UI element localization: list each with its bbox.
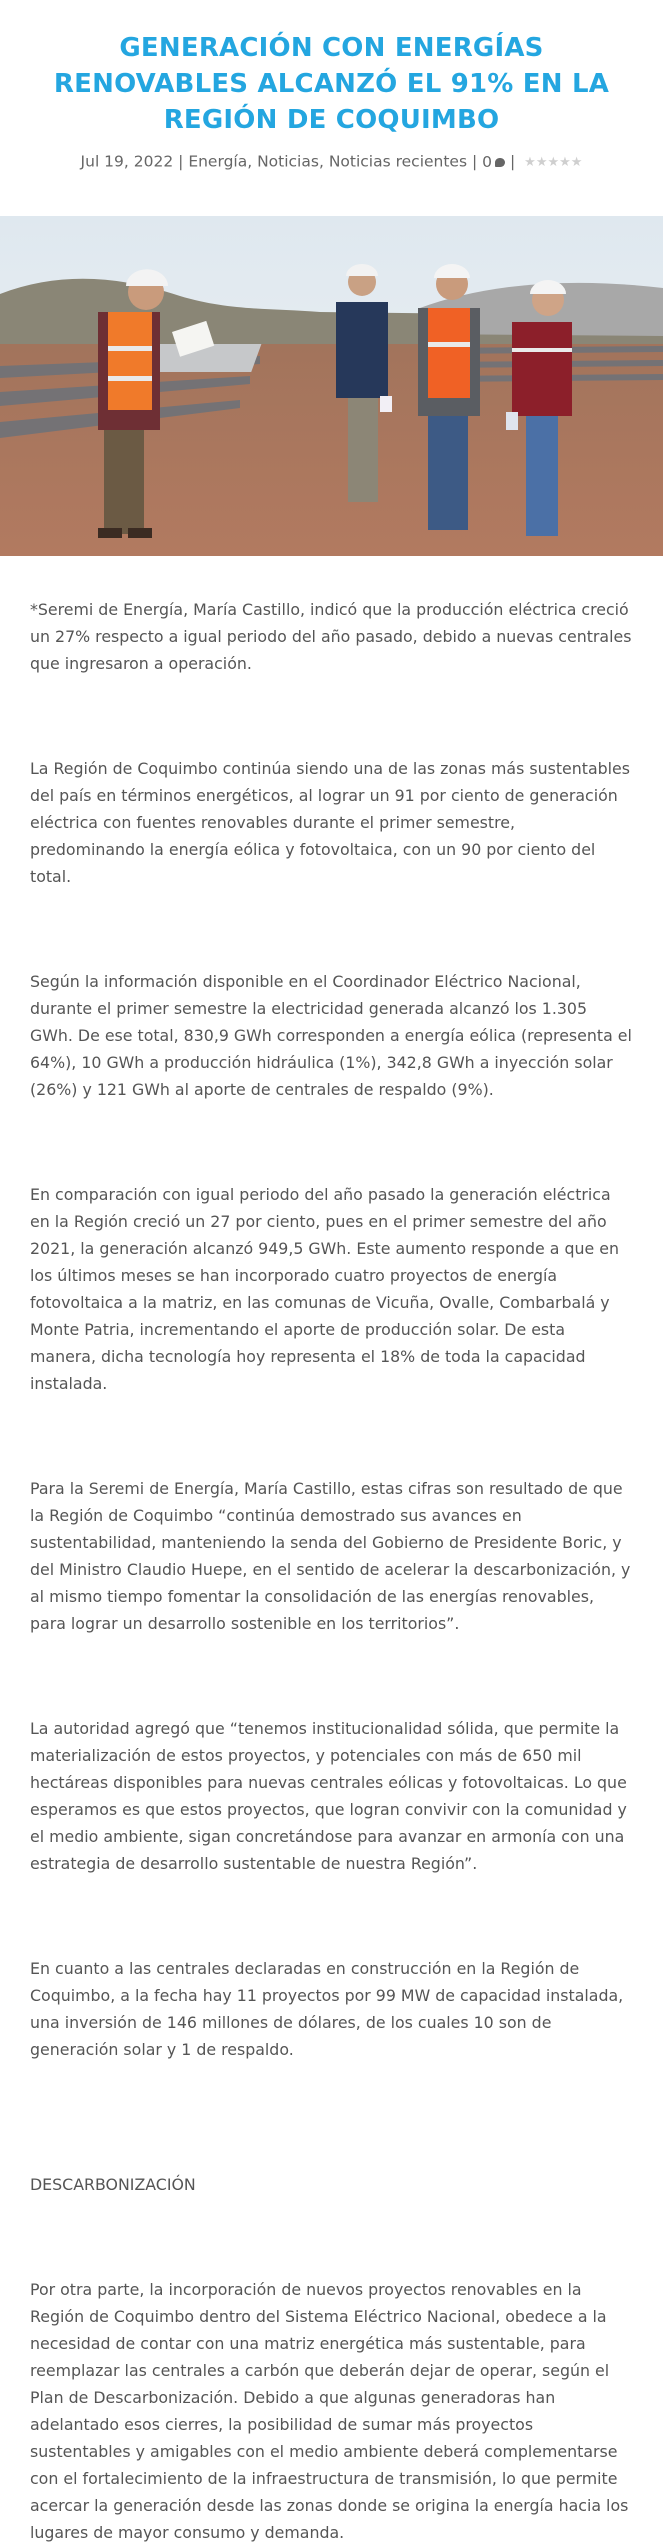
post-date: Jul 19, 2022 bbox=[80, 152, 174, 171]
star-icon: ★ bbox=[524, 155, 536, 170]
meta-separator: | bbox=[472, 152, 478, 171]
meta-separator: | bbox=[509, 152, 516, 171]
comment-count: 0 bbox=[482, 152, 493, 171]
post-title: GENERACIÓN CON ENERGÍAS RENOVABLES ALCANZÓ EL 91% EN LA REGIÓN DE COQUIMBO bbox=[53, 33, 610, 135]
paragraph-4: En comparación con igual periodo del año pasado la generación eléctrica en la Región creció un 27 por ciento, pues en el primer semestre del año 2021, la generación alcanzó 949,5 GWh. Este aumento responde a que en los últimos meses se han incorporado cuatro proyectos de energía fotovoltaica a la matriz, en las comunas de Vicuña, Ovalle, Combarbalá y Monte Patria, incrementando el aporte de producción solar. De esta manera, dicha tecnología hoy representa el 18% de toda la capacidad instalada. bbox=[30, 1185, 619, 1393]
star-icon: ★ bbox=[559, 155, 571, 170]
star-icon: ★ bbox=[547, 155, 560, 170]
comment-icon bbox=[495, 158, 505, 167]
paragraph-3: Según la información disponible en el Coordinador Eléctrico Nacional, durante el primer semestre la electricidad generada alcanzó los 1.305 GWh. De ese total, 830,9 GWh corresponden a energía eólica (representa el 64%), 10 GWh a producción hidráulica (1%), 342,8 GWh a inyección solar (26%) y 121 GWh al aporte de centrales de respaldo (9%). bbox=[30, 972, 632, 1099]
paragraph-2: La Región de Coquimbo continúa siendo una de las zonas más sustentables del país en términos energéticos, al lograr un 91 por ciento de generación eléctrica con fuentes renovables durante el primer semestre, predominando la energía eólica y fotovoltaica, con un 90 por ciento del total. bbox=[30, 759, 630, 886]
paragraph-7: En cuanto a las centrales declaradas en construcción en la Región de Coquimbo, a la fecha hay 11 proyectos por 99 MW de capacidad instalada, una inversión de 146 millones de dólares, de los cuales 10 son de generación solar y 1 de respaldo. bbox=[30, 1959, 624, 2059]
rating-stars bbox=[524, 150, 582, 174]
post-content bbox=[0, 556, 663, 2546]
paragraph-5: Para la Seremi de Energía, María Castillo, estas cifras son resultado de que la Región de Coquimbo “continúa demostrado sus avances en sustentabilidad, manteniendo la senda del Gobierno de Presidente Boric, y del Ministro Claudio Huepe, en el sentido de acelerar la descarbonización, y al mismo tiempo fomentar la consolidación de las energías renovables, para lograr un desarrollo sostenible en los territorios”. bbox=[30, 1479, 631, 1633]
featured-image bbox=[0, 216, 663, 556]
category-link-energia[interactable]: Energía bbox=[188, 152, 248, 171]
star-icon: ★ bbox=[535, 155, 548, 170]
category-link-noticias[interactable]: Noticias bbox=[257, 152, 319, 171]
meta-separator: | bbox=[178, 152, 184, 171]
category-link-noticias-recientes[interactable]: Noticias recientes bbox=[328, 152, 468, 171]
comments-link[interactable] bbox=[482, 153, 505, 171]
section-heading: DESCARBONIZACIÓN bbox=[30, 2175, 196, 2194]
star-icon: ★ bbox=[570, 155, 583, 170]
paragraph-6: La autoridad agregó que “tenemos institucionalidad sólida, que permite la materialización de estos proyectos, y potenciales con más de 650 mil hectáreas disponibles para nuevas centrales eólicas y fotovoltaicas. Lo que esperamos es que estos proyectos, que logran convivir con la comunidad y el medio ambiente, sigan concretándose para avanzar en armonía con una estrategia de desarrollo sustentable de nuestra Región”. bbox=[30, 1719, 627, 1873]
post-header bbox=[0, 0, 663, 174]
post-meta: Jul 19, 2022 | Energía, Noticias, Noticias recientes | 0 | ★★★★★ bbox=[40, 150, 623, 174]
solar-plant-photo bbox=[0, 216, 663, 556]
section-paragraph: Por otra parte, la incorporación de nuevos proyectos renovables en la Región de Coquimbo dentro del Sistema Eléctrico Nacional, obedece a la necesidad de contar con una matriz energética más sustentable, para reemplazar las centrales a carbón que deberán dejar de operar, según el Plan de Descarbonización. Debido a que algunas generadoras han adelantado esos cierres, la posibilidad de sumar más proyectos sustentables y amigables con el medio ambiente deberá complementarse con el fortalecimiento de la infraestructura de transmisión, lo que permite acercar la generación desde las zonas donde se origina la energía hacia los lugares de mayor consumo y demanda. bbox=[30, 2280, 629, 2542]
paragraph-1: *Seremi de Energía, María Castillo, indicó que la producción eléctrica creció un 27% respecto a igual periodo del año pasado, debido a nuevas centrales que ingresaron a operación. bbox=[30, 600, 632, 673]
